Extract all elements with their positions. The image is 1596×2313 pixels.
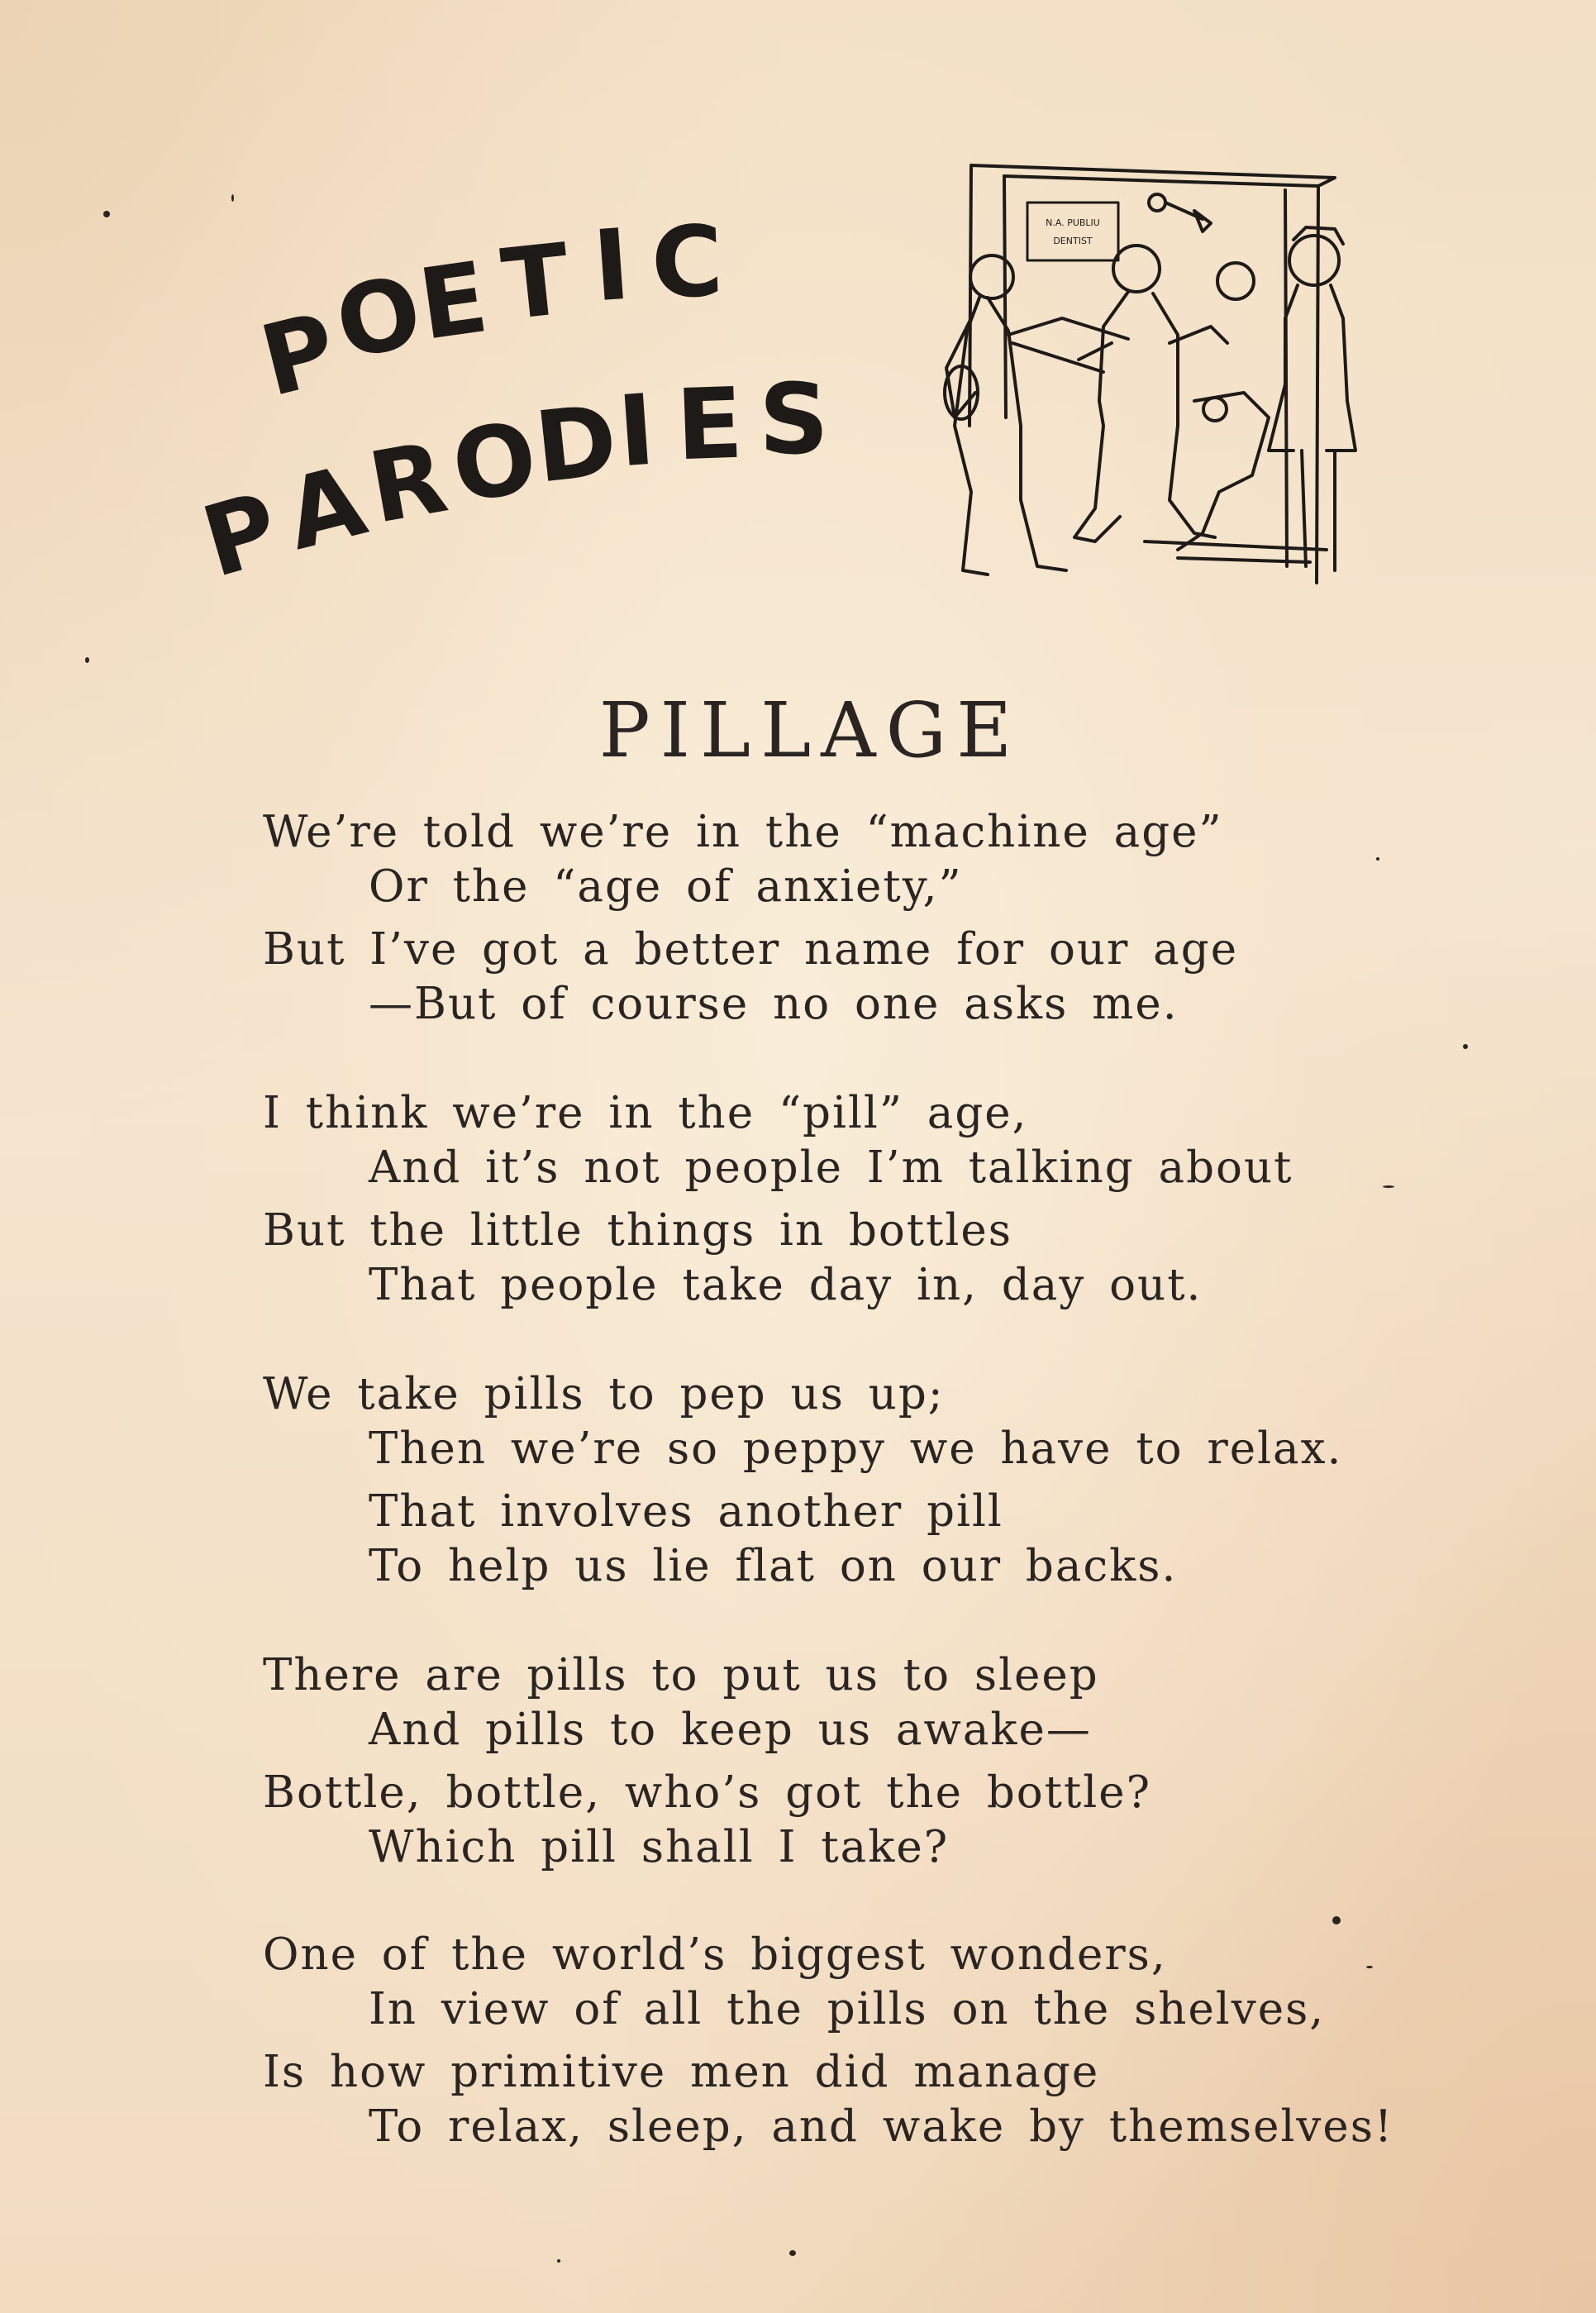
poem-line: One of the world’s biggest wonders, [263,1929,1167,1980]
poem-line: Which pill shall I take? [369,1822,950,1872]
title-letter: O [445,399,544,525]
sign-text-line1: N.A. PUBLIU [1046,217,1100,228]
title-letter: P [250,290,347,419]
title-letter: R [360,420,455,546]
title-letter: I [614,372,659,489]
poem-line: In view of all the pills on the shelves, [369,1984,1326,2034]
title-letter: S [759,362,829,476]
ink-speck [1366,1966,1373,1968]
poem-line: But the little things in bottles [263,1205,1012,1256]
poem-line: And it’s not people I’m talking about [369,1142,1293,1193]
title-letter: D [530,383,622,505]
title-letter: O [326,253,431,382]
title-letter: E [412,240,494,362]
sign-text-line2: DENTIST [1053,236,1093,246]
ink-speck [1332,1916,1341,1924]
dentist-office-cartoon-icon [930,153,1360,599]
poem-line: Is how primitive men did manage [263,2047,1100,2097]
poem-line: There are pills to put us to sleep [263,1650,1099,1700]
title-letter: P [190,470,291,600]
poem-line: That involves another pill [369,1486,1003,1537]
ink-speck [1383,1185,1394,1188]
poem-line: I think we’re in the “pill” age, [263,1088,1028,1138]
ink-speck [1376,857,1379,861]
ink-speck [789,2250,796,2256]
title-letter: T [497,222,575,342]
poem-line: To relax, sleep, and wake by themselves! [369,2101,1394,2152]
title-letter: C [649,203,725,321]
title-letter: A [274,443,376,572]
poem-line: Or the “age of anxiety,” [369,861,963,912]
poem-line: Then we’re so peppy we have to relax. [369,1424,1343,1474]
poem-line: —But of course no one asks me. [369,979,1179,1029]
ink-speck [1463,1044,1468,1049]
poem-line: To help us lie flat on our backs. [369,1541,1178,1591]
poem-title: PILLAGE [598,686,1022,775]
poem-line: Bottle, bottle, who’s got the bottle? [263,1767,1151,1818]
poem-line: And pills to keep us awake— [369,1705,1092,1755]
title-letter: E [674,365,745,483]
poem-line: We take pills to pep us up; [263,1369,945,1419]
ink-speck [85,657,89,663]
ink-speck [557,2259,560,2263]
poem-line: We’re told we’re in the “machine age” [263,807,1223,857]
title-letter: I [589,207,634,324]
poem-line: That people take day in, day out. [369,1260,1203,1310]
poem-line: But I’ve got a better name for our age [263,924,1239,975]
